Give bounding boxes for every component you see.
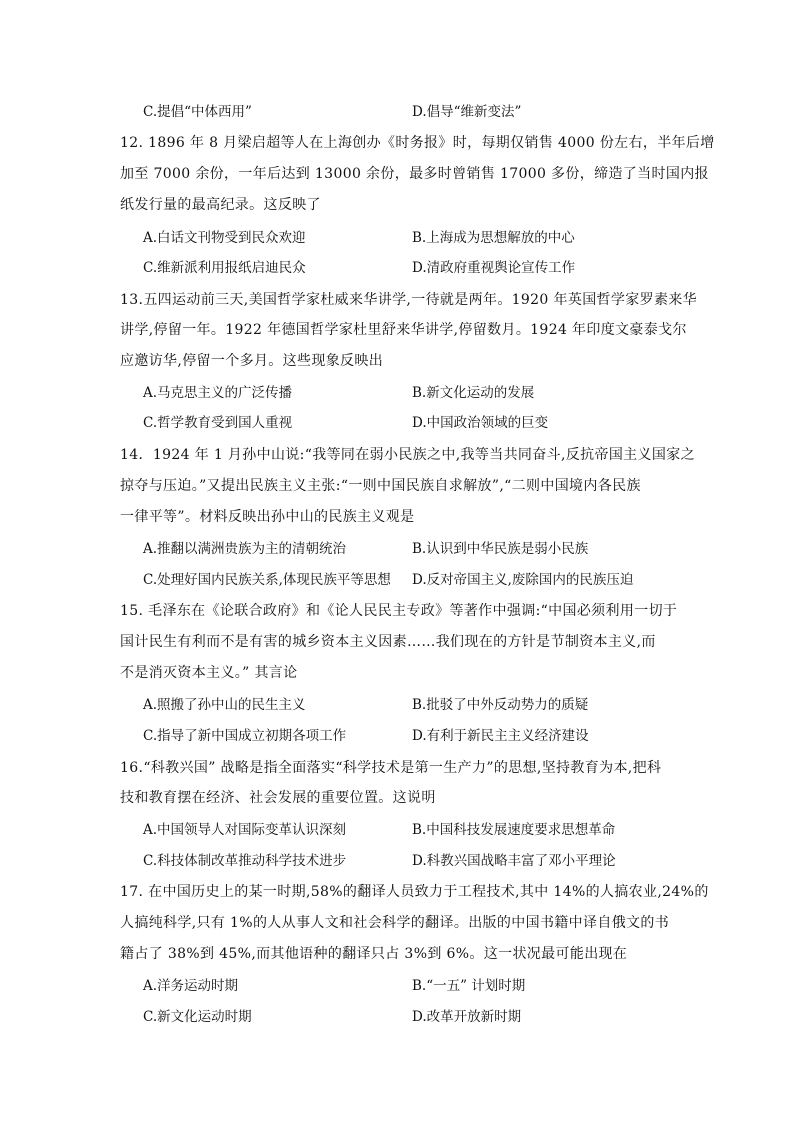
- q12-stem-line-3: 纸发行量的最高纪录。这反映了: [120, 197, 321, 213]
- q14-option-a[interactable]: A.推翻以满洲贵族为主的清朝统治: [143, 541, 347, 557]
- q11-option-d[interactable]: D.倡导“维新变法”: [412, 104, 522, 120]
- q15-stem-line-1: 15. 毛泽东在《论联合政府》和《论人民民主专政》等著作中强调:“中国必须利用一切于: [120, 603, 678, 619]
- q15-option-b[interactable]: B.批驳了中外反动势力的质疑: [412, 697, 589, 713]
- q13-option-c[interactable]: C.哲学教育受到国人重视: [143, 415, 293, 431]
- q13-stem-line-3: 应邀访华,停留一个多月。这些现象反映出: [120, 353, 384, 369]
- q13-stem-line-1: 13.五四运动前三天,美国哲学家杜威来华讲学,一待就是两年。1920 年英国哲学家罗素来华: [120, 292, 697, 308]
- q14-stem-line-1: 14．1924 年 1 月孙中山说:“我等同在弱小民族之中,我等当共同奋斗,反抗帝国主义国家之: [120, 447, 695, 463]
- q12-stem-line-1: 12. 1896 年 8 月梁启超等人在上海创办《时务报》时，每期仅销售 4000 份左右，半年后增: [120, 135, 715, 151]
- q13-option-a[interactable]: A.马克思主义的广泛传播: [143, 385, 293, 401]
- q13-option-b[interactable]: B.新文化运动的发展: [412, 385, 535, 401]
- q12-option-d[interactable]: D.清政府重视舆论宣传工作: [412, 260, 576, 276]
- q12-option-c[interactable]: C.维新派利用报纸启迪民众: [143, 260, 306, 276]
- q12-option-b[interactable]: B.上海成为思想解放的中心: [412, 230, 575, 246]
- q14-stem-line-2: 掠夺与压迫。”又提出民族主义主张:“一则中国民族自求解放”,“二则中国境内各民族: [120, 478, 641, 494]
- q17-stem-line-2: 人搞纯科学,只有 1%的人从事人文和社会科学的翻译。出版的中国书籍中译自俄文的书: [120, 915, 670, 931]
- q13-option-d[interactable]: D.中国政治领域的巨变: [412, 415, 549, 431]
- q14-stem-line-3: 一律平等”。材料反映出孙中山的民族主义观是: [120, 509, 415, 525]
- q16-option-c[interactable]: C.科技体制改革推动科学技术进步: [143, 853, 347, 869]
- q16-option-a[interactable]: A.中国领导人对国际变革认识深刻: [143, 822, 347, 838]
- q14-option-b[interactable]: B.认识到中华民族是弱小民族: [412, 541, 589, 557]
- q12-stem-line-2: 加至 7000 余份，一年后达到 13000 余份，最多时曾销售 17000 多份，缔造了当时国内报: [120, 166, 709, 182]
- q14-option-c[interactable]: C.处理好国内民族关系,体现民族平等思想: [143, 572, 391, 588]
- q17-option-d[interactable]: D.改革开放新时期: [412, 1009, 522, 1025]
- q16-option-d[interactable]: D.科教兴国战略丰富了邓小平理论: [412, 853, 616, 869]
- q15-stem-line-2: 国计民生有利而不是有害的城乡资本主义因素……我们现在的方针是节制资本主义,而: [120, 634, 656, 650]
- q17-option-c[interactable]: C.新文化运动时期: [143, 1009, 252, 1025]
- q13-stem-line-2: 讲学,停留一年。1922 年德国哲学家杜里舒来华讲学,停留数月。1924 年印度文豪泰戈尔: [120, 322, 687, 338]
- q15-option-a[interactable]: A.照搬了孙中山的民生主义: [143, 697, 306, 713]
- q17-option-b[interactable]: B.“一五” 计划时期: [412, 978, 526, 994]
- q11-option-c[interactable]: C.提倡“中体西用”: [143, 104, 252, 120]
- q12-option-a[interactable]: A.白话文刊物受到民众欢迎: [143, 230, 306, 246]
- q15-option-d[interactable]: D.有利于新民主主义经济建设: [412, 728, 589, 744]
- q16-stem-line-2: 技和教育摆在经济、社会发展的重要位置。这说明: [120, 790, 436, 806]
- q15-stem-line-3: 不是消灭资本主义。” 其言论: [120, 665, 298, 681]
- q17-stem-line-1: 17. 在中国历史上的某一时期,58%的翻译人员致力于工程技术,其中 14%的人搞农业,24%的: [120, 884, 709, 900]
- q14-option-d[interactable]: D.反对帝国主义,废除国内的民族压迫: [412, 572, 634, 588]
- q16-option-b[interactable]: B.中国科技发展速度要求思想革命: [412, 822, 616, 838]
- q16-stem-line-1: 16.“科教兴国” 战略是指全面落实“科学技术是第一生产力”的思想,坚持教育为本,把科: [120, 760, 662, 776]
- q17-stem-line-3: 籍占了 38%到 45%,而其他语种的翻译只占 3%到 6%。这一状况最可能出现在: [120, 946, 628, 962]
- q17-option-a[interactable]: A.洋务运动时期: [143, 978, 239, 994]
- q15-option-c[interactable]: C.指导了新中国成立初期各项工作: [143, 728, 347, 744]
